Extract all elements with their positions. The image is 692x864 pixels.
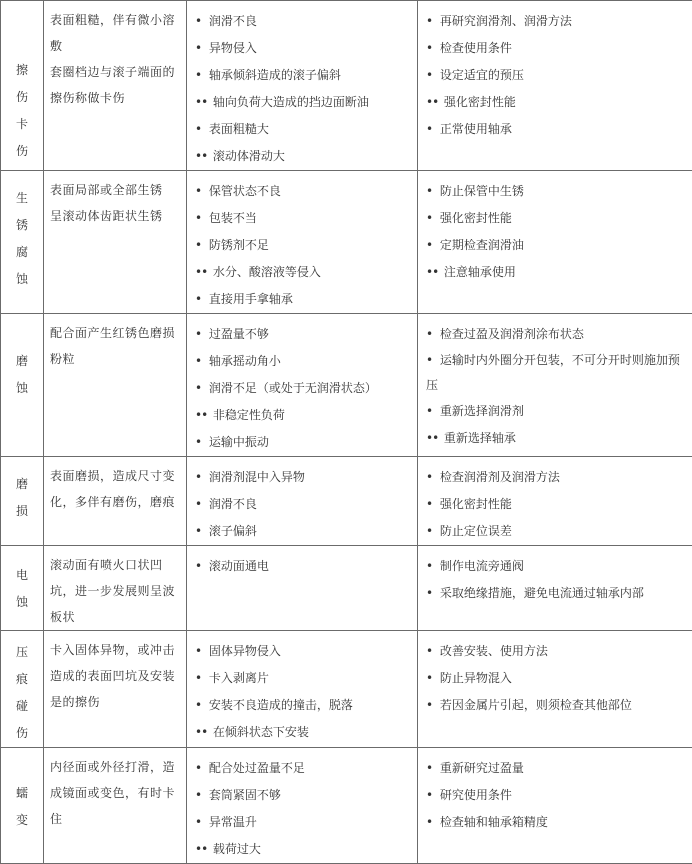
fault-type-char: 生 <box>1 185 43 212</box>
bullet: • <box>195 429 205 456</box>
measure-item <box>426 321 688 348</box>
bullet: • <box>426 398 436 425</box>
bullet: •• <box>195 259 209 286</box>
description-line: 表面粗糙，伴有微小溶 <box>50 7 178 33</box>
measure-item <box>426 553 688 580</box>
measure-item <box>426 518 688 545</box>
measures-cell <box>418 748 692 864</box>
measure-item <box>426 638 688 665</box>
description-line: 是的擦伤 <box>50 689 178 715</box>
cause-item <box>195 518 411 545</box>
item-text: 滚动面通电 <box>209 559 269 573</box>
description-line: 滚动面有喷火口状凹 <box>50 552 178 578</box>
measure-item <box>426 580 688 607</box>
fault-type-cell <box>1 631 44 748</box>
item-text: 套筒紧固不够 <box>209 788 281 802</box>
bullet: • <box>195 665 205 692</box>
bullet: • <box>195 464 205 491</box>
table-row <box>1 314 692 457</box>
measure-item <box>426 35 688 62</box>
bullet: • <box>195 692 205 719</box>
item-text: 表面粗糙大 <box>209 122 269 136</box>
fault-type-char: 蚀 <box>1 266 43 293</box>
fault-type-char: 磨 <box>1 348 43 375</box>
cause-item <box>195 665 411 692</box>
item-text: 固体异物侵入 <box>209 644 281 658</box>
cause-item <box>195 553 411 580</box>
item-text: 载荷过大 <box>213 842 261 856</box>
bullet: • <box>426 62 436 89</box>
item-text: 运输时内外圈分开包装，不可分开时则施加预压 <box>426 353 680 392</box>
cause-item <box>195 755 411 782</box>
item-text: 重新研究过盈量 <box>440 761 524 775</box>
cause-item <box>195 491 411 518</box>
bullet: • <box>195 782 205 809</box>
item-text: 直接用手拿轴承 <box>209 292 293 306</box>
cause-item <box>195 782 411 809</box>
measure-item <box>426 62 688 89</box>
description-line: 表面磨损，造成尺寸变 <box>50 463 178 489</box>
fault-type-char: 卡 <box>1 111 43 138</box>
measure-item <box>426 259 688 286</box>
cause-item <box>195 62 411 89</box>
description-line: 呈滚动体齿距状生锈 <box>50 203 178 229</box>
bullet: • <box>195 178 205 205</box>
description-line: 坑，进一步发展则呈波 <box>50 578 178 604</box>
measure-item <box>426 425 688 452</box>
item-text: 防锈剂不足 <box>209 238 269 252</box>
measure-item <box>426 8 688 35</box>
item-text: 轴承摇动角小 <box>209 354 281 368</box>
item-text: 运输中振动 <box>209 435 269 449</box>
bullet: • <box>426 116 436 143</box>
cause-item <box>195 836 411 863</box>
bullet: • <box>426 553 436 580</box>
bullet: • <box>195 809 205 836</box>
measure-item <box>426 178 688 205</box>
fault-type-cell <box>1 314 44 457</box>
fault-type-cell <box>1 171 44 314</box>
table-row <box>1 457 692 546</box>
cause-item <box>195 638 411 665</box>
bullet: • <box>195 321 205 348</box>
description-line: 擦伤称做卡伤 <box>50 85 178 111</box>
cause-item <box>195 232 411 259</box>
item-text: 防止保管中生锈 <box>440 184 524 198</box>
item-text: 异物侵入 <box>209 41 257 55</box>
item-text: 检查轴和轴承箱精度 <box>440 815 548 829</box>
item-text: 保管状态不良 <box>209 184 281 198</box>
measure-item <box>426 232 688 259</box>
item-text: 防止定位误差 <box>440 524 512 538</box>
item-text: 检查润滑剂及润滑方法 <box>440 470 560 484</box>
measure-item <box>426 116 688 143</box>
description-line: 内径面或外径打滑，造 <box>50 754 178 780</box>
bullet: •• <box>195 836 209 863</box>
item-text: 异常温升 <box>209 815 257 829</box>
bullet: •• <box>426 89 440 116</box>
bullet: • <box>426 491 436 518</box>
bullet: • <box>426 178 436 205</box>
item-text: 制作电流旁通阀 <box>440 559 524 573</box>
description-line: 住 <box>50 806 178 832</box>
fault-type-cell <box>1 748 44 864</box>
fault-type-char: 电 <box>1 562 43 589</box>
fault-type-char: 伤 <box>1 84 43 111</box>
fault-type-char: 伤 <box>1 138 43 165</box>
bullet: • <box>195 375 205 402</box>
table-row <box>1 171 692 314</box>
measures-cell <box>418 457 692 546</box>
description-line: 板状 <box>50 604 178 630</box>
bullet: • <box>426 35 436 62</box>
description-line: 敷 <box>50 33 178 59</box>
item-text: 滚子偏斜 <box>209 524 257 538</box>
description-line: 化，多伴有磨伤，磨痕 <box>50 489 178 515</box>
description-line: 卡入固体异物，或冲击 <box>50 637 178 663</box>
description-line: 成镜面或变色，有时卡 <box>50 780 178 806</box>
fault-type-char: 伤 <box>1 720 43 747</box>
measure-item <box>426 755 688 782</box>
bullet: •• <box>195 89 209 116</box>
bullet: • <box>195 35 205 62</box>
bullet: • <box>426 755 436 782</box>
cause-item <box>195 259 411 286</box>
item-text: 非稳定性负荷 <box>213 408 285 422</box>
item-text: 重新选择润滑剂 <box>440 404 524 418</box>
fault-type-cell <box>1 546 44 631</box>
description-line: 套圈档边与滚子端面的 <box>50 59 178 85</box>
fault-description-cell <box>44 546 187 631</box>
measure-item <box>426 464 688 491</box>
table-row <box>1 631 692 748</box>
bullet: •• <box>195 143 209 170</box>
fault-type-char: 磨 <box>1 471 43 498</box>
item-text: 润滑不良 <box>209 14 257 28</box>
item-text: 定期检查润滑油 <box>440 238 524 252</box>
item-text: 检查过盈及润滑剂涂布状态 <box>440 327 584 341</box>
item-text: 卡入剥离片 <box>209 671 269 685</box>
measure-item <box>426 348 688 398</box>
item-text: 配合处过盈量不足 <box>209 761 305 775</box>
item-text: 过盈量不够 <box>209 327 269 341</box>
bullet: • <box>426 665 436 692</box>
fault-type-char: 擦 <box>1 57 43 84</box>
item-text: 强化密封性能 <box>444 95 516 109</box>
item-text: 润滑不足（或处于无润滑状态） <box>209 381 377 395</box>
cause-item <box>195 429 411 456</box>
cause-item <box>195 178 411 205</box>
measures-cell <box>418 631 692 748</box>
bullet: • <box>195 62 205 89</box>
bullet: • <box>426 638 436 665</box>
description-line: 粉粒 <box>50 346 178 372</box>
cause-item <box>195 89 411 116</box>
bullet: • <box>195 286 205 313</box>
item-text: 设定适宜的预压 <box>440 68 524 82</box>
fault-description-cell <box>44 748 187 864</box>
fault-type-char: 变 <box>1 807 43 834</box>
measures-cell <box>418 314 692 457</box>
bullet: • <box>195 491 205 518</box>
fault-description-cell <box>44 171 187 314</box>
item-text: 研究使用条件 <box>440 788 512 802</box>
fault-type-cell <box>1 457 44 546</box>
measure-item <box>426 665 688 692</box>
measure-item <box>426 782 688 809</box>
item-text: 包装不当 <box>209 211 257 225</box>
item-text: 轴承倾斜造成的滚子偏斜 <box>209 68 341 82</box>
causes-cell <box>187 546 418 631</box>
item-text: 改善安装、使用方法 <box>440 644 548 658</box>
cause-item <box>195 205 411 232</box>
table-row <box>1 1 692 171</box>
description-line: 造成的表面凹坑及安装 <box>50 663 178 689</box>
measure-item <box>426 491 688 518</box>
cause-item <box>195 375 411 402</box>
causes-cell <box>187 748 418 864</box>
item-text: 若因金属片引起，则须检查其他部位 <box>440 698 632 712</box>
item-text: 强化密封性能 <box>440 211 512 225</box>
fault-description-cell <box>44 457 187 546</box>
bullet: • <box>195 8 205 35</box>
bullet: • <box>426 232 436 259</box>
causes-cell <box>187 314 418 457</box>
cause-item <box>195 809 411 836</box>
bullet: • <box>426 464 436 491</box>
bullet: • <box>426 321 436 348</box>
item-text: 检查使用条件 <box>440 41 512 55</box>
bullet: • <box>426 8 436 35</box>
item-text: 再研究润滑剂、润滑方法 <box>440 14 572 28</box>
fault-type-char: 痕 <box>1 666 43 693</box>
bullet: • <box>426 782 436 809</box>
bullet: • <box>195 755 205 782</box>
causes-cell <box>187 631 418 748</box>
item-text: 正常使用轴承 <box>440 122 512 136</box>
bullet: •• <box>195 402 209 429</box>
fault-description-cell <box>44 314 187 457</box>
cause-item <box>195 348 411 375</box>
fault-type-char: 压 <box>1 639 43 666</box>
bullet: • <box>426 348 436 373</box>
measure-item <box>426 398 688 425</box>
fault-type-char: 蠕 <box>1 780 43 807</box>
item-text: 防止异物混入 <box>440 671 512 685</box>
fault-type-char: 腐 <box>1 239 43 266</box>
bullet: • <box>426 809 436 836</box>
cause-item <box>195 8 411 35</box>
measure-item <box>426 205 688 232</box>
bullet: • <box>195 518 205 545</box>
bullet: • <box>426 692 436 719</box>
cause-item <box>195 464 411 491</box>
fault-type-cell <box>1 1 44 171</box>
causes-cell <box>187 457 418 546</box>
description-line: 配合面产生红锈色磨损 <box>50 320 178 346</box>
cause-item <box>195 286 411 313</box>
bullet: • <box>195 116 205 143</box>
bullet: • <box>195 232 205 259</box>
causes-cell <box>187 1 418 171</box>
bullet: • <box>195 553 205 580</box>
item-text: 轴向负荷大造成的挡边面断油 <box>213 95 369 109</box>
fault-description-cell <box>44 631 187 748</box>
measures-cell <box>418 546 692 631</box>
measures-cell <box>418 171 692 314</box>
causes-cell <box>187 171 418 314</box>
fault-description-cell <box>44 1 187 171</box>
item-text: 采取绝缘措施，避免电流通过轴承内部 <box>440 586 644 600</box>
bullet: • <box>426 518 436 545</box>
item-text: 重新选择轴承 <box>444 431 516 445</box>
fault-type-char: 锈 <box>1 212 43 239</box>
bullet: •• <box>426 425 440 452</box>
table-row <box>1 748 692 864</box>
measures-cell <box>418 1 692 171</box>
measure-item <box>426 89 688 116</box>
fault-type-char: 蚀 <box>1 375 43 402</box>
item-text: 滚动体滑动大 <box>213 149 285 163</box>
measure-item <box>426 809 688 836</box>
cause-item <box>195 692 411 719</box>
bullet: • <box>426 580 436 607</box>
item-text: 在倾斜状态下安装 <box>213 725 309 739</box>
description-line: 表面局部或全部生锈 <box>50 177 178 203</box>
item-text: 润滑不良 <box>209 497 257 511</box>
cause-item <box>195 402 411 429</box>
bullet: • <box>195 638 205 665</box>
cause-item <box>195 143 411 170</box>
item-text: 安装不良造成的撞击，脱落 <box>209 698 353 712</box>
item-text: 强化密封性能 <box>440 497 512 511</box>
bullet: •• <box>426 259 440 286</box>
item-text: 润滑剂混中入异物 <box>209 470 305 484</box>
cause-item <box>195 719 411 746</box>
bullet: • <box>195 205 205 232</box>
bullet: •• <box>195 719 209 746</box>
fault-type-char: 损 <box>1 498 43 525</box>
fault-type-char: 碰 <box>1 693 43 720</box>
cause-item <box>195 116 411 143</box>
measure-item <box>426 692 688 719</box>
bullet: • <box>195 348 205 375</box>
bullet: • <box>426 205 436 232</box>
fault-type-char: 蚀 <box>1 589 43 616</box>
item-text: 水分、酸溶液等侵入 <box>213 265 321 279</box>
cause-item <box>195 35 411 62</box>
item-text: 注意轴承使用 <box>444 265 516 279</box>
cause-item <box>195 321 411 348</box>
table-row <box>1 546 692 631</box>
